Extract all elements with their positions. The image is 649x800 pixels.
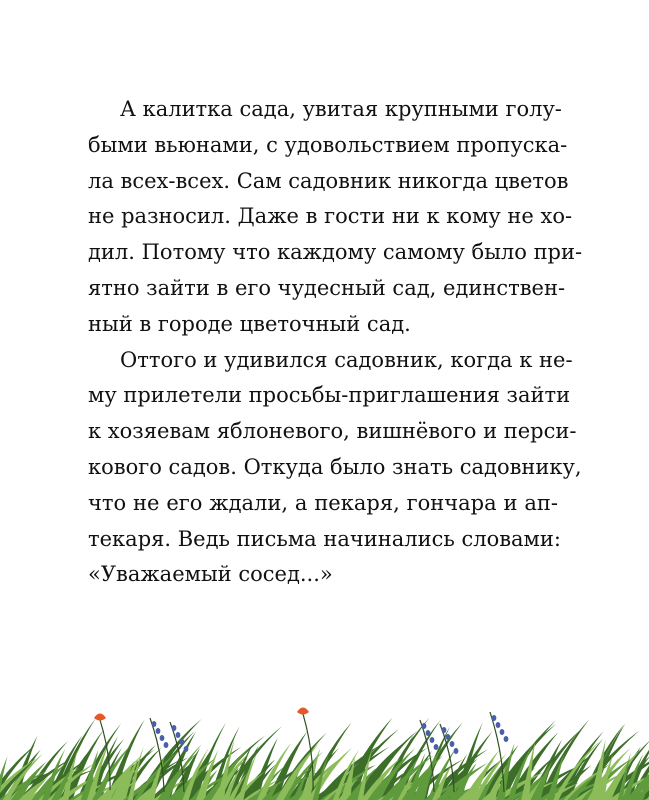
text-line: к хозяевам яблоневого, вишнёвого и перси-	[88, 419, 577, 444]
text-line: быми вьюнами, с удовольствием пропуска-	[88, 132, 568, 157]
bluebell-flower	[446, 734, 451, 740]
text-line: текаря. Ведь письма начинались словами:	[88, 526, 561, 551]
bluebell-flower	[176, 732, 181, 738]
text-line: что не его ждали, а пекаря, гончара и ап-	[88, 490, 558, 515]
story-text	[88, 92, 583, 593]
grass-meadow-image	[0, 680, 649, 800]
bluebell-flower	[160, 735, 165, 741]
poppy-flower	[94, 714, 106, 721]
bluebell-flower	[164, 742, 169, 748]
bluebell-flower	[442, 727, 447, 733]
bluebell-flower	[434, 744, 439, 750]
text-line: А калитка сада, увитая крупными голу-	[120, 97, 562, 121]
text-line: ный в городе цветочный сад.	[88, 311, 411, 336]
bluebell-flower	[172, 725, 177, 731]
text-line: «Уважаемый сосед...»	[88, 562, 333, 587]
bluebell-flower	[430, 737, 435, 743]
bluebell-flower	[422, 723, 427, 729]
text-line: Оттого и удивился садовник, когда к не-	[120, 347, 573, 372]
text-line: ятно зайти в его чудесный сад, единствен-	[88, 275, 566, 300]
bluebell-flower	[496, 722, 501, 728]
bluebell-flower	[450, 741, 455, 747]
text-line: дил. Потому что каждому самому было при-	[88, 240, 583, 265]
text-line: кового садов. Откуда было знать садовнику,	[88, 454, 582, 479]
bluebell-flower	[184, 746, 189, 752]
bluebell-flower	[500, 729, 505, 735]
bluebell-flower	[504, 736, 509, 742]
bluebell-flower	[156, 728, 161, 734]
text-line: ла всех-всех. Сам садовник никогда цветов	[88, 168, 569, 193]
grass-illustration	[0, 680, 649, 800]
text-line: не разносил. Даже в гости ни к кому не хо-	[88, 204, 573, 229]
poppy-flower	[297, 708, 309, 715]
bluebell-flower	[454, 748, 459, 754]
bluebell-flower	[492, 715, 497, 721]
bluebell-flower	[180, 739, 185, 745]
text-line: му прилетели просьбы-приглашения зайти	[88, 383, 571, 408]
paragraph-1	[88, 92, 583, 343]
bluebell-flower	[426, 730, 431, 736]
bluebell-flower	[152, 721, 157, 727]
paragraph-2	[88, 343, 582, 594]
